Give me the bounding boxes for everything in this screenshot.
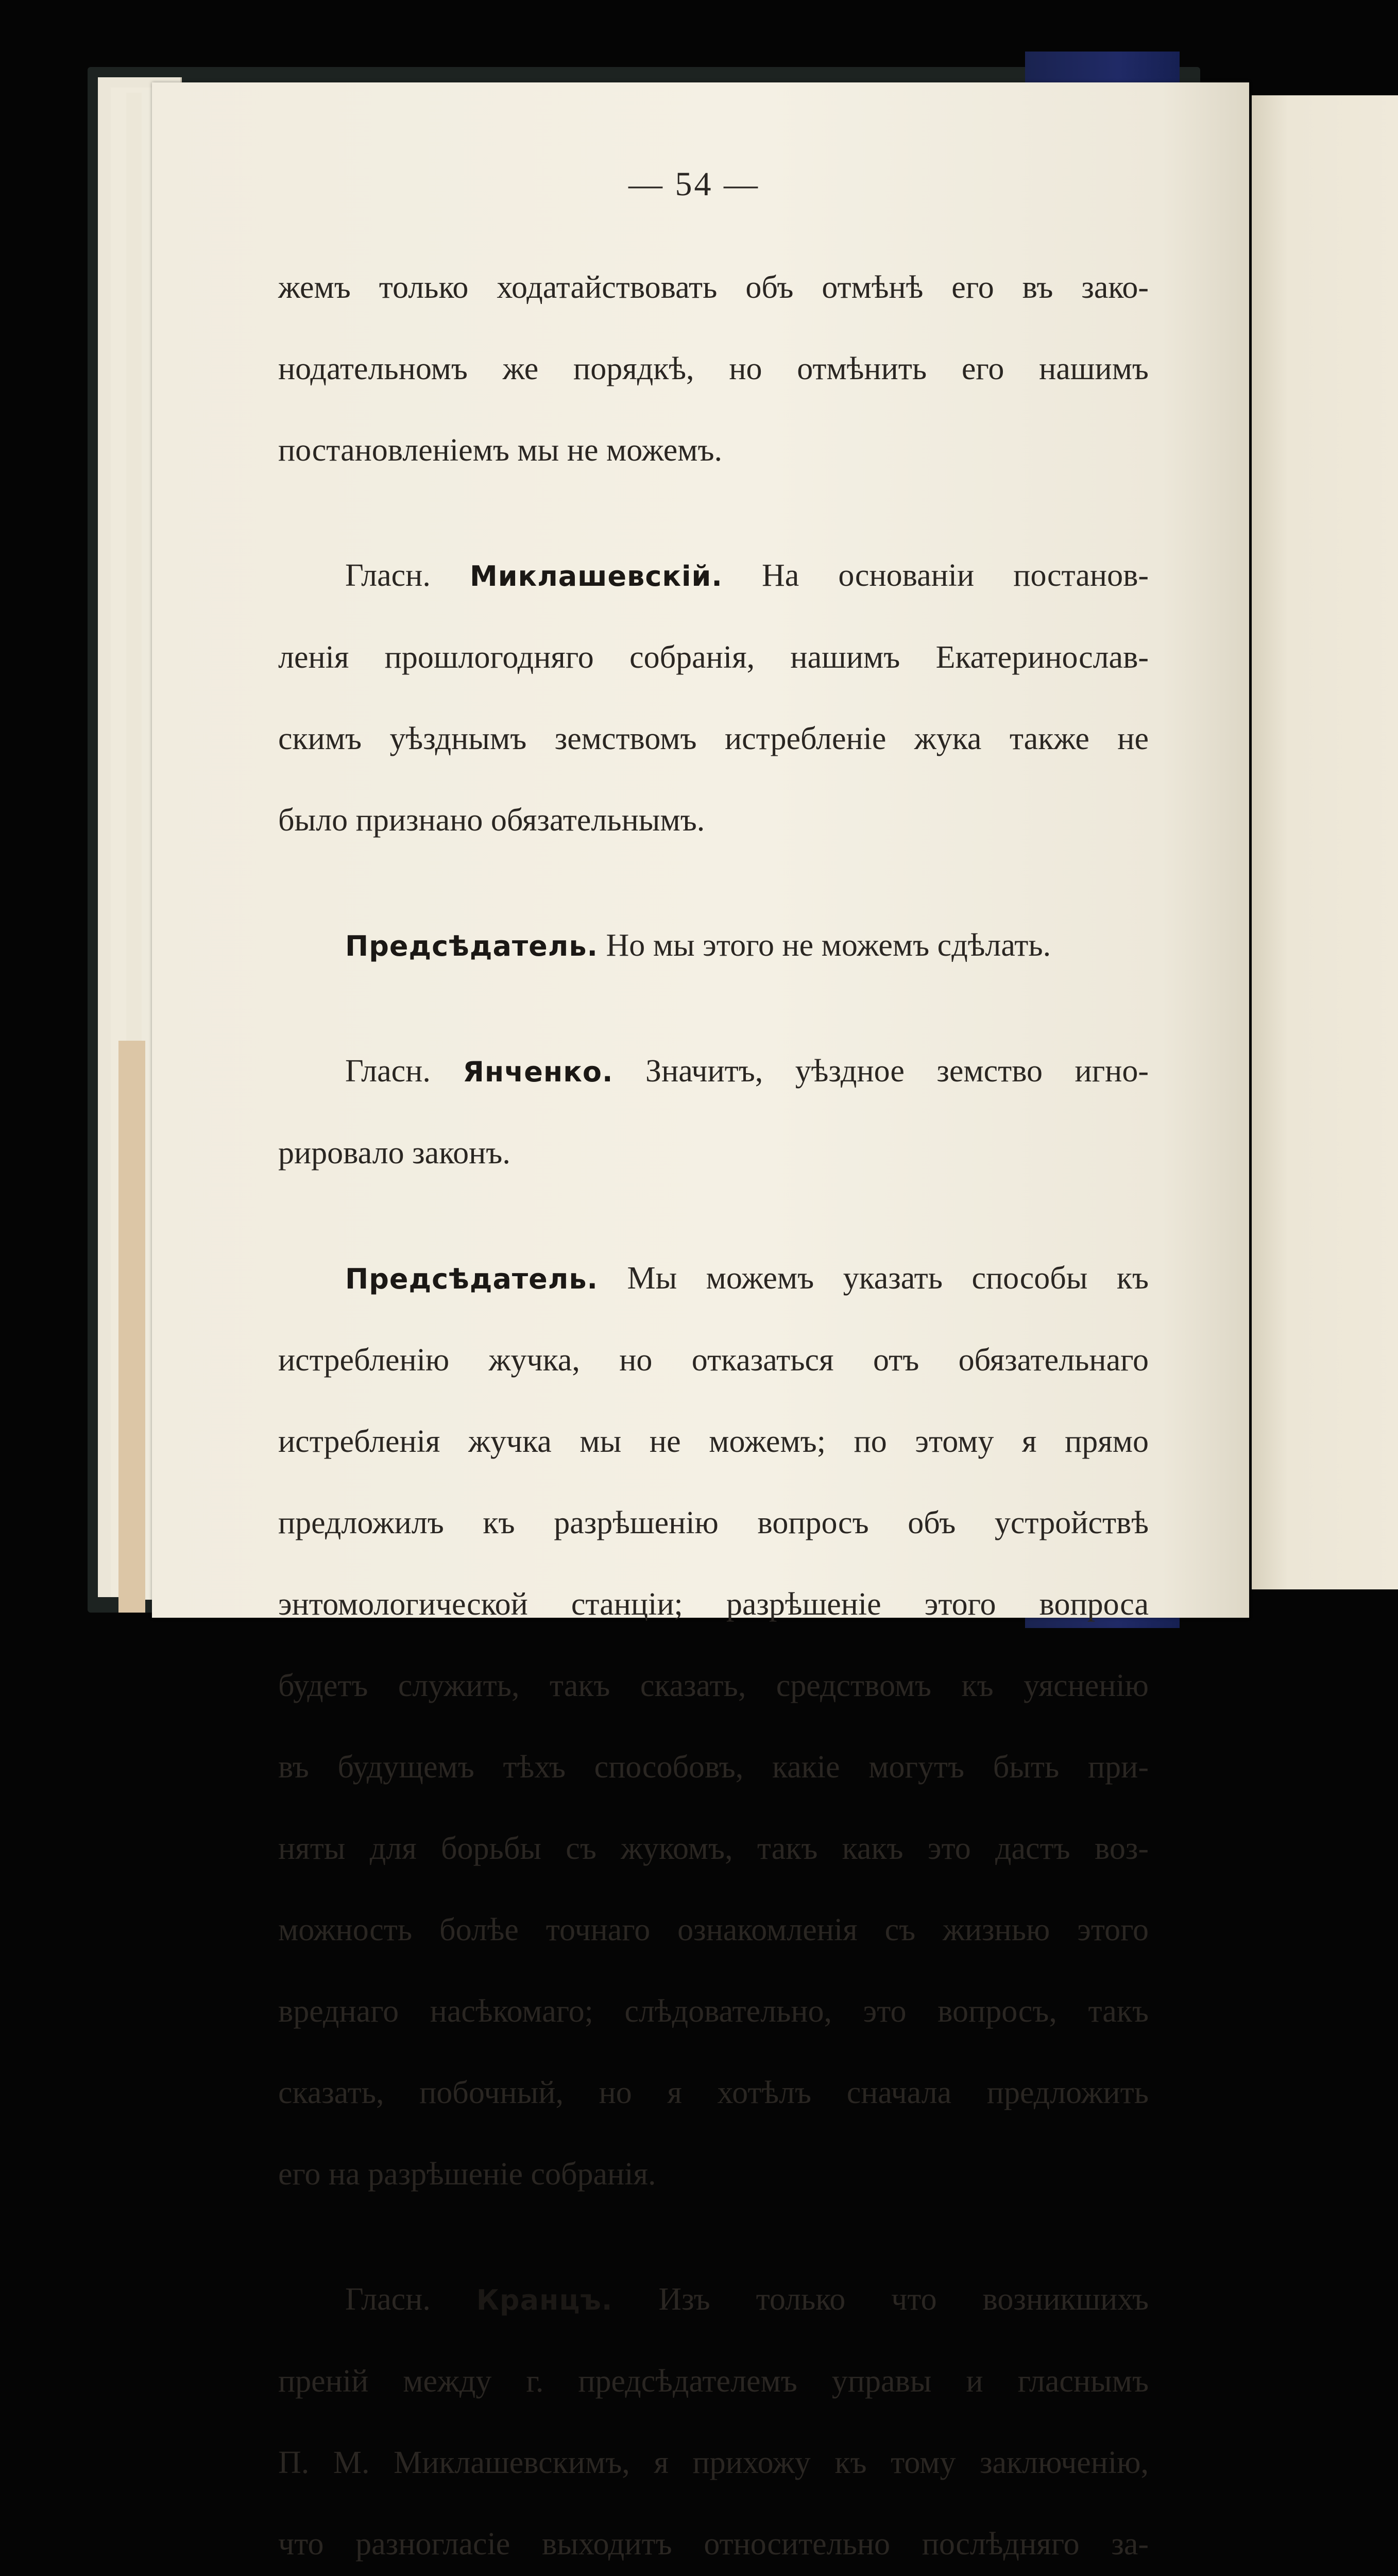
page-edge-stain: [118, 1041, 145, 1613]
speaker-name: Миклашевскій.: [469, 560, 723, 592]
speaker-prefix: Гласн.: [345, 558, 431, 593]
text-line: истребленія жучка мы не можемъ; по этому я прямо: [278, 1424, 1149, 1459]
text-line: [278, 1051, 1149, 1092]
text-line: было признано обязательнымъ.: [278, 803, 705, 838]
speaker-prefix: Гласн.: [345, 2282, 431, 2317]
speaker-name: Кранцъ.: [476, 2284, 613, 2316]
text-line: [278, 2279, 1149, 2320]
speaker-name: Предсѣдатель.: [345, 1263, 599, 1295]
text-line: энтомологической станціи; разрѣшеніе этого вопроса: [278, 1587, 1149, 1622]
page-number: — 54 —: [628, 165, 760, 203]
text-line: Изъ только что возникшихъ: [658, 2282, 1149, 2317]
text-line: въ будущемъ тѣхъ способовъ, какіе могутъ быть при-: [278, 1750, 1149, 1785]
text-line: жемъ только ходатайствовать объ отмѣнѣ его въ зако-: [278, 270, 1149, 305]
text-line: На основаніи постанов-: [761, 558, 1149, 593]
text-line: сказать, побочный, но я хотѣлъ сначала предложить: [278, 2075, 1149, 2110]
text-line: Значитъ, уѣздное земство игно-: [645, 1054, 1149, 1089]
text-line: няты для борьбы съ жукомъ, такъ какъ это дастъ воз-: [278, 1831, 1149, 1866]
text-line: преній между г. предсѣдателемъ управы и гласнымъ: [278, 2364, 1149, 2399]
text-line: что разногласіе выходитъ относительно послѣдняго за-: [278, 2527, 1149, 2562]
text-line: можность болѣе точнаго ознакомленія съ жизнью этого: [278, 1912, 1149, 1947]
paragraph: [278, 1217, 1149, 2235]
paragraph: [278, 2239, 1149, 2576]
text-line: П. М. Миклашевскимъ, я прихожу къ тому заключенію,: [278, 2445, 1149, 2480]
text-line: Мы можемъ указать способы къ: [627, 1261, 1149, 1296]
text-line: [278, 555, 1149, 597]
text-line: ленія прошлогодняго собранія, нашимъ Екатеринослав-: [278, 640, 1149, 675]
text-line: предложилъ къ разрѣшенію вопросъ объ устройствѣ: [278, 1505, 1149, 1540]
paragraph: [278, 227, 1149, 512]
text-line: будетъ служить, такъ сказать, средствомъ къ уясненію: [278, 1668, 1149, 1703]
paragraph: [278, 1010, 1149, 1214]
speaker-name: Предсѣдатель.: [345, 930, 599, 962]
speaker-name: Янченко.: [463, 1056, 613, 1088]
text-line: вреднаго насѣкомаго; слѣдовательно, это вопросъ, такъ: [278, 1994, 1149, 2029]
text-line: его на разрѣшеніе собранія.: [278, 2157, 656, 2192]
text-line: истребленію жучка, но отказаться отъ обязательнаго: [278, 1343, 1149, 1378]
text-line: скимъ уѣзднымъ земствомъ истребленіе жука также не: [278, 721, 1149, 756]
facing-page: [1252, 95, 1398, 1589]
paragraph: [278, 885, 1149, 1007]
page-text: [278, 227, 1149, 2576]
paragraph: [278, 515, 1149, 882]
text-line: нодательномъ же порядкѣ, но отмѣнить его нашимъ: [278, 351, 1149, 386]
text-line: Но мы этого не можемъ сдѣлать.: [606, 928, 1051, 963]
speaker-prefix: Гласн.: [345, 1054, 431, 1089]
text-line: рировало законъ.: [278, 1136, 510, 1171]
text-line: постановленіемъ мы не можемъ.: [278, 433, 723, 468]
text-line: [278, 1258, 1149, 1299]
text-line: [278, 925, 1149, 967]
